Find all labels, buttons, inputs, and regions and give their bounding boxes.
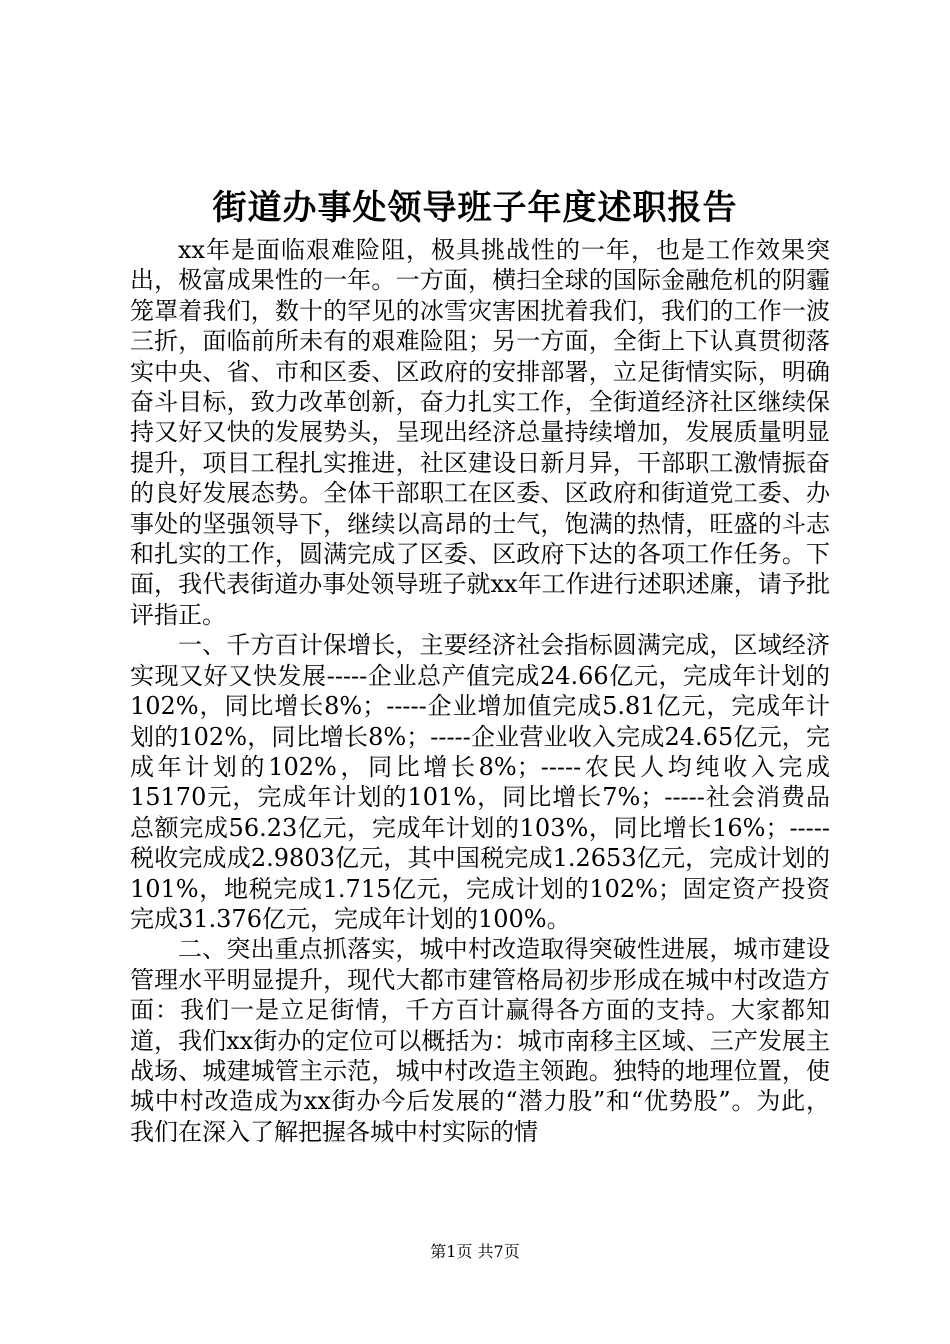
- document-title: 街道办事处领导班子年度述职报告: [212, 188, 738, 228]
- paragraph-section-one: 一、千方百计保增长，主要经济社会指标圆满完成，区域经济实现又好又快发展-----企业总产值完成24.66亿元，完成年计划的102%，同比增长8%；-----企业增加值完成5.81亿元，完成年计划的102%，同比增长8%；-----企业营业收入完成24.65亿元，完成年计划的102%，同比增长8%；-----农民人均纯收入完成15170元，完成年计划的101%，同比增长7%；-----社会消费品总额完成56.23亿元，完成年计划的103%，同比增长16%；-----税收完成成2.9803亿元，其中国税完成1.2653亿元，完成计划的101%，地税完成1.715亿元，完成计划的102%；固定资产投资完成31.376亿元，完成年计划的100%。: [130, 631, 830, 933]
- paragraph-intro: xx年是面临艰难险阻，极具挑战性的一年，也是工作效果突出，极富成果性的一年。一方面，横扫全球的国际金融危机的阴霾笼罩着我们，数十的罕见的冰雪灾害困扰着我们，我们的工作一波三折，面临前所未有的艰难险阻；另一方面，全街上下认真贯彻落实中央、省、市和区委、区政府的安排部署，立足街情实际，明确奋斗目标，致力改革创新，奋力扎实工作，全街道经济社区继续保持又好又快的发展势头，呈现出经济总量持续增加，发展质量明显提升，项目工程扎实推进，社区建设日新月异，干部职工激情振奋的良好发展态势。全体干部职工在区委、区政府和街道党工委、办事处的坚强领导下，继续以高昂的士气，饱满的热情，旺盛的斗志和扎实的工作，圆满完成了区委、区政府下达的各项工作任务。下面，我代表街道办事处领导班子就xx年工作进行述职述廉，请予批评指正。: [130, 236, 830, 629]
- page-footer: 第1页 共7页: [430, 1242, 520, 1261]
- document-body: [130, 235, 830, 1147]
- paragraph-section-two: 二、突出重点抓落实，城中村改造取得突破性进展，城市建设管理水平明显提升，现代大都市建管格局初步形成在城中村改造方面：我们一是立足街情，千方百计赢得各方面的支持。大家都知道，我们xx街办的定位可以概括为：城市南移主区域、三产发展主战场、城建城管主示范，城中村改造主领跑。独特的地理位置，使城中村改造成为xx街办今后发展的“潜力股”和“优势股”。为此，我们在深入了解把握各城中村实际的情: [130, 935, 830, 1146]
